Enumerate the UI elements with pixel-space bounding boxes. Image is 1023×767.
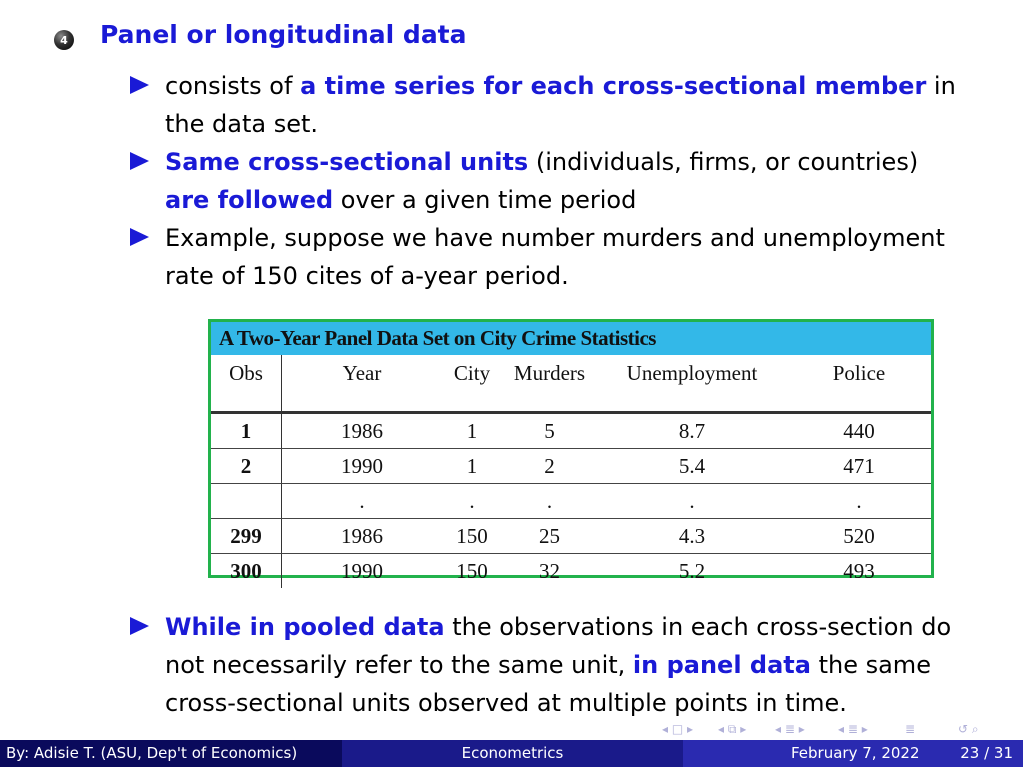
- table-row: [211, 519, 931, 554]
- table-row: [211, 554, 931, 589]
- cell-city: 150: [442, 554, 502, 589]
- bullet-line: cross-sectional units observed at multiple points in time.: [165, 689, 847, 717]
- cell-unemployment: 8.7: [597, 413, 787, 449]
- cell-year: .: [282, 484, 443, 519]
- highlight-text: a time series for each cross-sectional member: [300, 72, 927, 100]
- bullet-triangle-icon: [130, 76, 149, 94]
- text: the observations in each cross-section do: [444, 613, 952, 641]
- enumeration-number-badge: [54, 30, 74, 50]
- footer-right: [683, 740, 1023, 767]
- cell-unemployment: 5.2: [597, 554, 787, 589]
- text: the same: [810, 651, 931, 679]
- highlight-text: in panel data: [632, 651, 811, 679]
- footer-date: February 7, 2022: [791, 744, 920, 762]
- column-header-city: City: [442, 355, 502, 413]
- nav-appendix-icon[interactable]: ≣: [905, 722, 916, 736]
- footer-bar: [0, 740, 1023, 767]
- highlight-text: While in pooled data: [165, 613, 445, 641]
- table-row-ellipsis: [211, 484, 931, 519]
- bullet-line: Example, suppose we have number murders and unemployment: [165, 224, 945, 252]
- cell-unemployment: 4.3: [597, 519, 787, 554]
- nav-next-section-icon[interactable]: ◂ ≣ ▸: [838, 722, 868, 736]
- nav-prev-frame-icon[interactable]: ◂ □ ▸: [662, 722, 694, 736]
- cell-murders: 2: [502, 449, 597, 484]
- bullet-line: [165, 67, 956, 105]
- text: (individuals, firms, or countries): [528, 148, 919, 176]
- footer-course-title: Econometrics: [342, 740, 683, 767]
- column-header-police: Police: [787, 355, 931, 413]
- cell-police: 471: [787, 449, 931, 484]
- cell-murders: 32: [502, 554, 597, 589]
- cell-unemployment: .: [597, 484, 787, 519]
- cell-year: 1990: [282, 554, 443, 589]
- bullet-line: [165, 646, 931, 684]
- column-header-unemployment: Unemployment: [597, 355, 787, 413]
- column-header-year: Year: [282, 355, 443, 413]
- cell-police: 440: [787, 413, 931, 449]
- cell-obs: 300: [211, 554, 282, 589]
- panel-data-table-figure: [208, 319, 934, 583]
- nav-search-icon[interactable]: ↺ ⌕: [958, 722, 979, 736]
- panel-data-table: [211, 355, 931, 588]
- cell-year: 1986: [282, 413, 443, 449]
- cell-murders: 25: [502, 519, 597, 554]
- text: over a given time period: [333, 186, 637, 214]
- highlight-text: are followed: [165, 186, 334, 214]
- bullet-line: [165, 608, 951, 646]
- enumeration-number: 4: [60, 33, 68, 47]
- cell-city: 150: [442, 519, 502, 554]
- footer-author: By: Adisie T. (ASU, Dep't of Economics): [0, 740, 342, 767]
- table-caption: A Two-Year Panel Data Set on City Crime Statistics: [211, 322, 931, 355]
- cell-city: 1: [442, 449, 502, 484]
- text: in: [926, 72, 956, 100]
- cell-murders: .: [502, 484, 597, 519]
- bullet-line: [165, 143, 918, 181]
- cell-year: 1986: [282, 519, 443, 554]
- cell-city: .: [442, 484, 502, 519]
- bullet-line: the data set.: [165, 110, 319, 138]
- column-header-obs: Obs: [211, 355, 282, 413]
- text: consists of: [165, 72, 301, 100]
- cell-police: 493: [787, 554, 931, 589]
- cell-obs: 2: [211, 449, 282, 484]
- table-row: [211, 449, 931, 484]
- nav-prev-section-icon[interactable]: ◂ ≣ ▸: [775, 722, 805, 736]
- bullet-line: rate of 150 cites of a-year period.: [165, 262, 569, 290]
- cell-police: .: [787, 484, 931, 519]
- cell-obs: [211, 484, 282, 519]
- bullet-triangle-icon: [130, 617, 149, 635]
- cell-year: 1990: [282, 449, 443, 484]
- table-row: [211, 413, 931, 449]
- table-header-row: [211, 355, 931, 413]
- column-header-murders: Murders: [502, 355, 597, 413]
- section-title: Panel or longitudinal data: [100, 20, 467, 49]
- highlight-text: Same cross-sectional units: [165, 148, 529, 176]
- cell-police: 520: [787, 519, 931, 554]
- bullet-triangle-icon: [130, 228, 149, 246]
- bullet-line: [165, 181, 636, 219]
- cell-murders: 5: [502, 413, 597, 449]
- text: not necessarily refer to the same unit,: [165, 651, 633, 679]
- bullet-triangle-icon: [130, 152, 149, 170]
- footer-page-number: 23 / 31: [960, 744, 1013, 762]
- cell-obs: 1: [211, 413, 282, 449]
- cell-city: 1: [442, 413, 502, 449]
- cell-obs: 299: [211, 519, 282, 554]
- nav-prev-subsection-icon[interactable]: ◂ ⧉ ▸: [718, 722, 747, 736]
- cell-unemployment: 5.4: [597, 449, 787, 484]
